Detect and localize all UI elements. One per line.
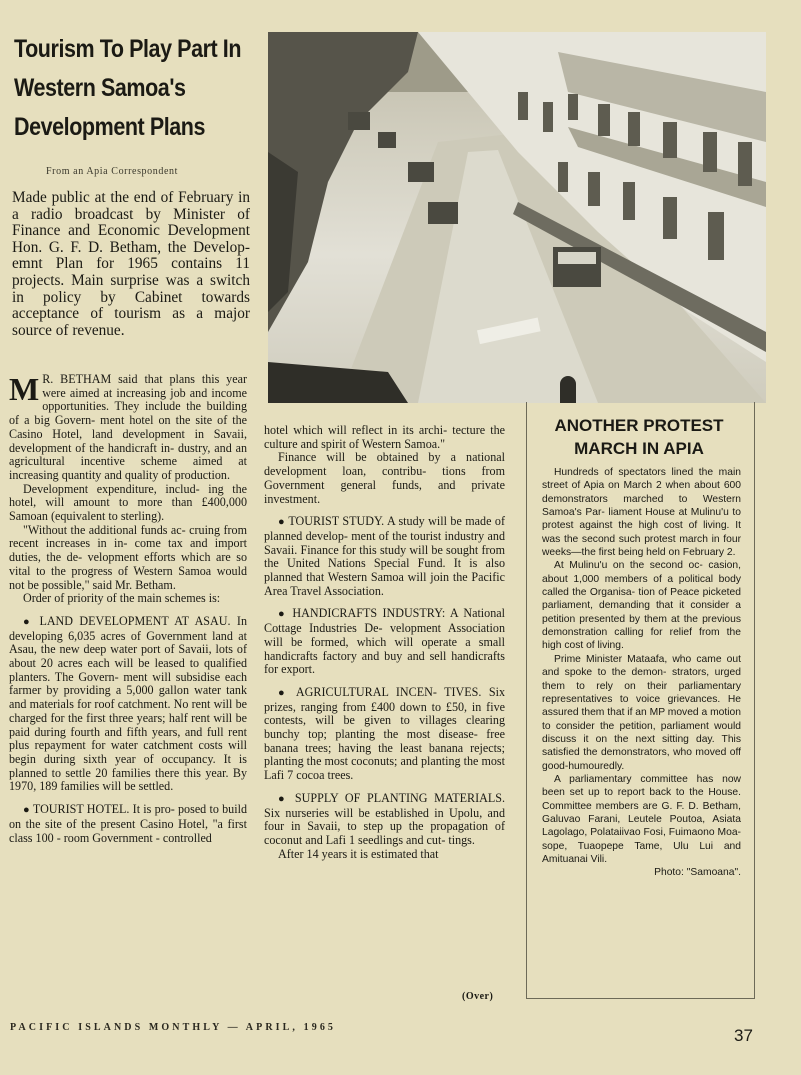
page-number: 37 [734, 1026, 753, 1045]
section-agricultural: ● AGRICULTURAL INCEN- TIVES. Six prizes, ranging from £400 down to £50, in five contests, will be given to villages clearing bunchy top; planting the most disease- free banana trees; having the least banana rejects; planting the most coconuts; and planting the most Lafi 7 cocoa trees. [264, 684, 505, 783]
running-footer: PACIFIC ISLANDS MONTHLY — APRIL, 1965 [10, 1022, 337, 1033]
sidebar-title: ANOTHER PROTEST MARCH IN APIA [554, 416, 724, 458]
sidebar-body [542, 466, 741, 880]
street-photo [268, 32, 766, 403]
paragraph: A parliamentary committee has now been set up to report back to the House. Committee members are G. F. D. Betham, Galuvao Farani, Leutele Poutoa, Asiata Lagolago, Polataiivao Fosi, Fuimaono Moa- sope, Tuaopepe Tame, Ulu Lui and Amituanai Vili. [542, 773, 741, 865]
paragraph: "Without the additional funds ac- cruing from recent increases in in- come tax and import duties, the de- velopment efforts which are so vital to the progress of Western Samoa would not be possible," said Mr. Betham. [9, 522, 247, 592]
paragraph: Hundreds of spectators lined the main street of Apia on March 2 when about 600 demonstrators marched to Western Samoa's Par- liament House at Mulinu'u to protest against the high cost of living. It was the second such protest march in four weeks—the first being held on February 2. [542, 467, 741, 559]
bullet-icon: ● [23, 615, 34, 628]
paragraph: After 14 years it is estimated that [278, 846, 439, 861]
paragraph: Prime Minister Mataafa, who came out and spoke to the demon- strators, urged them to rely on their parliamentary representatives to voice grievances. He assured them that if an MP moved a motion to consider the petition, parliament would discuss it on the next sitting day. This satisfied the demonstrators, who moved off good-humouredly. [542, 653, 741, 772]
section-tourist-study: ● TOURIST STUDY. A study will be made of planned develop- ment of the tourist industry and Savaii. Finance for this study will be sought from the United Nations Special Fund. It is also planned that Western Samoa will join the Pacific Area Travel Association. [264, 514, 505, 598]
opening-paragraph: M R. BETHAM said that plans this year were aimed at increasing job and income opportunities. They include the building of a big Govern- ment hotel on the site of the Casino Hotel, land development in Savaii, development of the handicraft in- dustry, and an agricultural incentive scheme aimed at increasing quantity and quality of production. [9, 371, 247, 482]
section-land-development: ● LAND DEVELOPMENT AT ASAU. In developing 6,035 acres of Government land at Asau, the new deep water port of Savaii, lots of about 20 acres each will be leased to qualified planters. The Govern- ment will subsidise each farmer by providing a 5,000 gallon water tank and materials for roof catchment. No rent will be charged for the first three years; half rent will be paid during fourth and fifth years, and full rent plus repayment for water catchment costs will begin during sixth year of occupancy. It is planned to settle 20 families there this year. By 1970, 189 families will be settled. [9, 613, 247, 794]
article-headline: Tourism To Play Part In Western Samoa's Development Plans [14, 35, 242, 141]
paragraph: Development expenditure, includ- ing the hotel, will amount to more than £400,000 Samoan (equivalent to sterling). [9, 481, 247, 524]
middle-column [264, 424, 505, 861]
byline: From an Apia Correspondent [46, 166, 178, 177]
bullet-icon: ● [278, 686, 290, 699]
bullet-icon: ● [278, 516, 286, 529]
section-planting-materials: ● SUPPLY OF PLANTING MATERIALS. Six nurseries will be established in Upolu, and four in Savaii, to step up the propagation of coconut and Lafi 1 seedlings and cut- tings. [264, 790, 505, 847]
left-column [9, 373, 247, 845]
bullet-icon: ● [23, 804, 30, 817]
bullet-icon: ● [278, 608, 288, 621]
bullet-icon: ● [278, 792, 289, 805]
paragraph: hotel which will reflect in its archi- tecture the culture and spirit of Western Samoa." [264, 423, 505, 451]
paragraph: At Mulinu'u on the second oc- casion, about 1,000 members of a political body called the Organisa- tion of Peace picketed parliament, demanding that it consider a petition presented by them at the previous demonstration calling for relief from the high cost of living. [542, 560, 741, 652]
standfirst: Made public at the end of February in a radio broadcast by Minister of Finance and Economic Development Hon. G. F. D. Betham, the Develop- emnt Plan for 1965 contains 11 projects. Main surprise was a switch in policy by Cabinet towards acceptance of tourism as a major source of revenue. [12, 189, 250, 339]
street-scene-illustration [268, 32, 766, 403]
section-handicrafts: ● HANDICRAFTS INDUSTRY: A National Cottage Industries De- velopment Association will be formed, which will operate a small handicrafts factory and buy and sell handicrafts for export. [264, 606, 505, 677]
paragraph: Order of priority of the main schemes is: [23, 591, 221, 606]
section-tourist-hotel: ● TOURIST HOTEL. It is pro- posed to build on the site of the present Casino Hotel, "a first class 100 - room Government - controlled [9, 802, 247, 845]
photo-credit: Photo: "Samoana". [654, 867, 741, 879]
continued-marker: (Over) [462, 991, 494, 1002]
paragraph: Finance will be obtained by a national development loan, contribu- tions from Government general funds, and private investment. [264, 450, 505, 506]
drop-cap: M [9, 371, 40, 407]
